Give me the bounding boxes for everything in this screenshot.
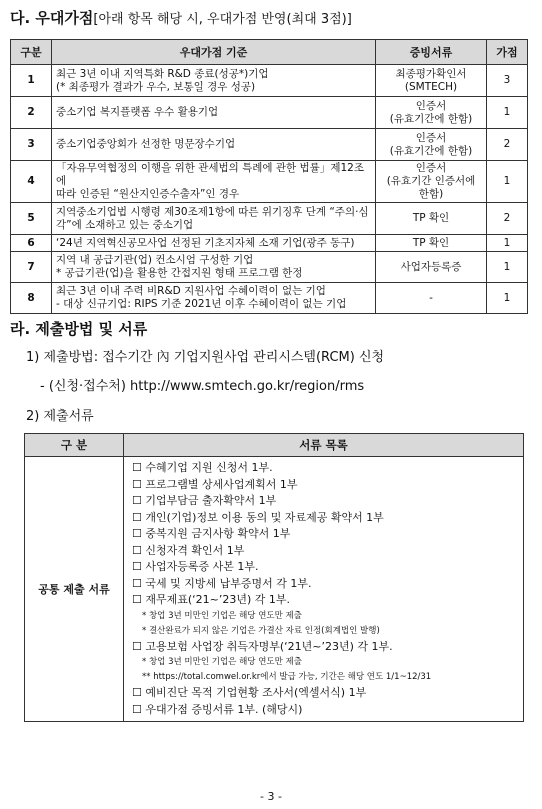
docs-header-row <box>25 434 524 457</box>
row-criteria <box>52 203 376 235</box>
row-criteria-line: ‘24년 지역혁신공모사업 선정된 기초지자체 소재 기업(광주 동구) <box>56 236 355 249</box>
table-row <box>11 161 528 203</box>
section-title-submission: 라. 제출방법 및 서류 <box>10 320 148 338</box>
row-criteria-line: 최근 3년 이내 지역특화 R&D 종료(성공*)기업 <box>56 67 269 80</box>
row-evidence-line: 인증서 <box>415 99 447 112</box>
row-number: 7 <box>11 252 52 283</box>
table-row <box>11 203 528 235</box>
row-criteria-line: 중소기업 복지플랫폼 우수 활용기업 <box>56 106 219 118</box>
table-row <box>11 97 528 129</box>
document-note: ** https://total.comwel.or.kr에서 발급 가능, 기간은 해당 연도 1/1~12/31 <box>142 672 432 682</box>
row-points: 1 <box>487 161 528 203</box>
row-evidence <box>376 203 487 235</box>
row-criteria <box>52 235 376 252</box>
row-criteria-line: 지역중소기업법 시행령 제30조제1항에 따른 위기징후 단계 “주의·심 <box>56 205 369 218</box>
row-criteria <box>52 283 376 314</box>
row-criteria-line: 최근 3년 이내 주력 비R&D 지원사업 수혜이력이 없는 기업 <box>56 285 326 297</box>
page-number: - 3 - <box>260 790 282 803</box>
document-item: ☐ 예비진단 목적 기업현황 조사서(엑셀서식) 1부 <box>132 686 367 699</box>
preference-points-table <box>10 39 528 314</box>
document-item: ☐ 신청자격 확인서 1부 <box>132 543 245 557</box>
row-criteria <box>52 97 376 129</box>
row-evidence-line: TP 확인 <box>412 236 450 249</box>
row-evidence <box>376 65 487 97</box>
row-number: 4 <box>11 161 52 203</box>
row-evidence-line: TP 확인 <box>412 212 450 224</box>
documents-label: 2) 제출서류 <box>26 409 94 424</box>
table-row <box>11 129 528 161</box>
table-row <box>11 252 528 283</box>
row-criteria-line: 「자유무역협정의 이행을 위한 관세법의 특례에 관한 법률」제12조에 <box>56 162 364 187</box>
row-evidence-line: 인증서 <box>415 131 447 144</box>
row-evidence-line: 최종평가확인서 <box>395 67 467 80</box>
header-criteria: 우대가점 기준 <box>52 40 376 65</box>
row-number: 1 <box>11 65 52 97</box>
document-note: * 결산완료가 되지 않은 기업은 가결산 자료 인정(회계법인 발행) <box>142 625 380 636</box>
row-evidence-line: 인증서 <box>415 162 447 174</box>
row-evidence <box>376 129 487 161</box>
section-title-text: 다. 우대가점 <box>10 9 94 27</box>
row-criteria-line: (* 최종평가 결과가 우수, 보통일 경우 성공) <box>56 80 256 93</box>
docs-header-category: 구 분 <box>25 434 124 457</box>
row-evidence-line: (유효기간에 한함) <box>389 144 473 157</box>
document-item: ☐ 수혜기업 지원 신청서 1부. <box>132 461 273 474</box>
row-evidence-line: - <box>429 291 433 304</box>
row-points: 3 <box>487 65 528 97</box>
document-item: ☐ 중복지원 금지사항 확약서 1부 <box>132 527 291 540</box>
row-points: 1 <box>487 252 528 283</box>
table-header-row <box>11 40 528 65</box>
row-number: 2 <box>11 97 52 129</box>
document-item: ☐ 우대가점 증빙서류 1부. (해당시) <box>132 702 303 716</box>
docs-category: 공통 제출 서류 <box>25 457 124 722</box>
document-item: ☐ 사업자등록증 사본 1부. <box>132 560 259 573</box>
row-points: 1 <box>487 97 528 129</box>
submission-url[interactable]: - (신청·접수처) http://www.smtech.go.kr/region/rms <box>40 379 365 394</box>
table-row <box>11 65 528 97</box>
document-note: * 창업 3년 미만인 기업은 해당 연도만 제출 <box>142 657 302 667</box>
document-note: * 창업 3년 미만인 기업은 해당 연도만 제출 <box>142 610 302 621</box>
row-evidence-line: (유효기간에 한함) <box>389 112 473 125</box>
row-evidence <box>376 161 487 203</box>
header-points: 가점 <box>487 40 528 65</box>
row-criteria <box>52 161 376 203</box>
row-evidence <box>376 235 487 252</box>
row-evidence-line: 사업자등록증 <box>400 260 462 273</box>
row-criteria <box>52 129 376 161</box>
row-number: 6 <box>11 235 52 252</box>
section-title-preference <box>10 7 352 28</box>
row-evidence <box>376 97 487 129</box>
docs-header-list: 서류 목록 <box>124 434 524 457</box>
row-evidence-line: (유효기간 인증서에 한함) <box>386 175 476 200</box>
section-title-note: [아래 항목 해당 시, 우대가점 반영(최대 3점)] <box>93 12 352 27</box>
row-criteria-line: 각”에 소재하고 있는 중소기업 <box>56 218 194 231</box>
document-item: ☐ 개인(기업)정보 이용 동의 및 자료제공 확약서 1부 <box>132 510 384 524</box>
row-criteria-line: * 공급기관(업)을 활용한 간접지원 형태 프로그램 한정 <box>56 267 303 279</box>
header-evidence: 증빙서류 <box>376 40 487 65</box>
row-number: 8 <box>11 283 52 314</box>
row-evidence <box>376 252 487 283</box>
row-criteria-line: 지역 내 공급기관(업) 컨소시엄 구성한 기업 <box>56 254 254 266</box>
row-number: 5 <box>11 203 52 235</box>
row-criteria-line: 따라 인증된 “원산지인증수출자”인 경우 <box>56 188 240 200</box>
document-item: ☐ 기업부담금 출자확약서 1부 <box>132 494 277 507</box>
row-criteria <box>52 252 376 283</box>
row-points: 2 <box>487 129 528 161</box>
docs-row <box>25 457 524 722</box>
document-item: ☐ 고용보험 사업장 취득자명부(‘21년~’23년) 각 1부. <box>132 639 393 653</box>
document-item: ☐ 국세 및 지방세 납부증명서 각 1부. <box>132 576 312 590</box>
row-criteria-line: - 대상 신규기업: RIPS 기준 2021년 이후 수혜이력이 없는 기업 <box>56 298 347 310</box>
row-criteria-line: 중소기업중앙회가 선정한 명문장수기업 <box>56 138 236 150</box>
row-evidence <box>376 283 487 314</box>
document-item: ☐ 프로그램별 상세사업계획서 1부 <box>132 477 298 491</box>
submission-method: 1) 제출방법: 접수기간 內 기업지원사업 관리시스템(RCM) 신청 <box>26 350 385 365</box>
documents-table <box>24 433 524 722</box>
table-row <box>11 235 528 252</box>
row-points: 1 <box>487 283 528 314</box>
header-no: 구분 <box>11 40 52 65</box>
row-evidence-line: (SMTECH) <box>404 80 458 93</box>
row-points: 1 <box>487 235 528 252</box>
table-row <box>11 283 528 314</box>
row-number: 3 <box>11 129 52 161</box>
document-item: ☐ 재무제표(‘21~’23년) 각 1부. <box>132 593 291 606</box>
row-points: 2 <box>487 203 528 235</box>
row-criteria <box>52 65 376 97</box>
docs-list <box>124 457 524 722</box>
